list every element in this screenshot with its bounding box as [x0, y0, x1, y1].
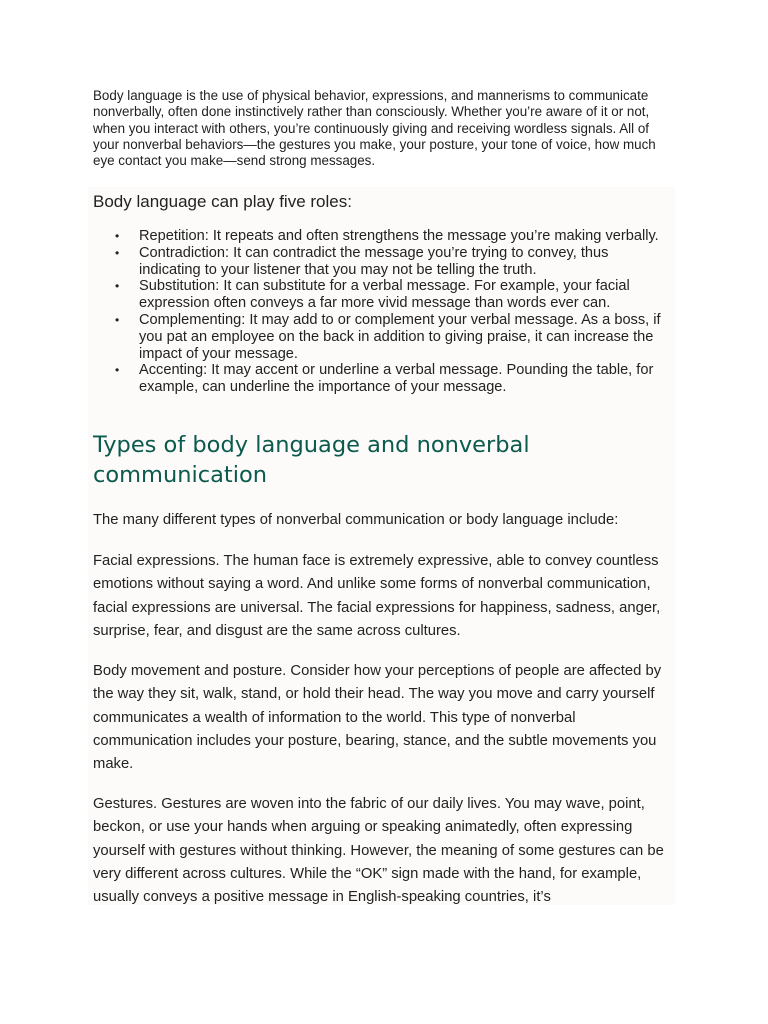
role-contradiction: Contradiction: It can contradict the message you’re trying to convey, thus indicating to your listener that you may not be telling the truth. — [139, 244, 609, 278]
role-complementing: Complementing: It may add to or complement your verbal message. As a boss, if you pat an employee on the back in addition to giving praise, it can increase the impact of your message. — [139, 311, 661, 362]
list-item — [93, 312, 668, 362]
list-item — [93, 245, 668, 279]
list-item — [93, 362, 668, 396]
list-item — [93, 228, 668, 245]
role-substitution: Substitution: It can substitute for a verbal message. For example, your facial expression often conveys a far more vivid message than words ever can. — [139, 278, 630, 312]
body-movement-paragraph: Body movement and posture. Consider how your perceptions of people are affected by the way they sit, walk, stand, or hold their head. The way you move and carry yourself communicates a wealth of information to the world. This type of nonverbal communication includes your posture, bearing, stance, and the subtle movements you make. — [93, 663, 662, 773]
gestures-paragraph: Gestures. Gestures are woven into the fabric of our daily lives. You may wave, point, beckon, or use your hands when arguing or speaking animatedly, often expressing yourself with gestures without thinking. However, the meaning of some gestures can be very different across cultures. While the “OK” sign made with the hand, for example, usually conveys a positive message in English-speaking countries, it’s — [93, 796, 664, 906]
roles-heading: Body language can play five roles: — [93, 192, 352, 211]
types-intro-paragraph: The many different types of nonverbal communication or body language include: — [93, 512, 619, 528]
bullet-icon: • — [115, 245, 120, 260]
bullet-icon: • — [115, 229, 120, 243]
role-repetition: Repetition: It repeats and often strengthens the message you’re making verbally. — [139, 228, 659, 244]
bullet-icon: • — [115, 279, 120, 294]
facial-expressions-paragraph: Facial expressions. The human face is extremely expressive, able to convey countless emotions without saying a word. And unlike some forms of nonverbal communication, facial expressions are universal. The facial expressions for happiness, sadness, anger, surprise, fear, and disgust are the same across cultures. — [93, 553, 661, 639]
role-accenting: Accenting: It may accent or underline a verbal message. Pounding the table, for example, can underline the importance of your message. — [139, 362, 654, 396]
bullet-icon: • — [115, 363, 120, 378]
article-section — [88, 187, 675, 905]
intro-paragraph: Body language is the use of physical behavior, expressions, and mannerisms to communicate nonverbally, often done instinctively rather than consciously. Whether you’re aware of it or not, when you interact with others, you’re continuously giving and receiving wordless signals. All of your nonverbal behaviors—the gestures you make, your posture, your tone of voice, how much eye contact you make—send strong messages. — [93, 88, 656, 169]
section-heading: Types of body language and nonverbal communication — [93, 432, 530, 488]
roles-list — [93, 228, 668, 396]
bullet-icon: • — [115, 312, 120, 327]
list-item — [93, 278, 668, 312]
